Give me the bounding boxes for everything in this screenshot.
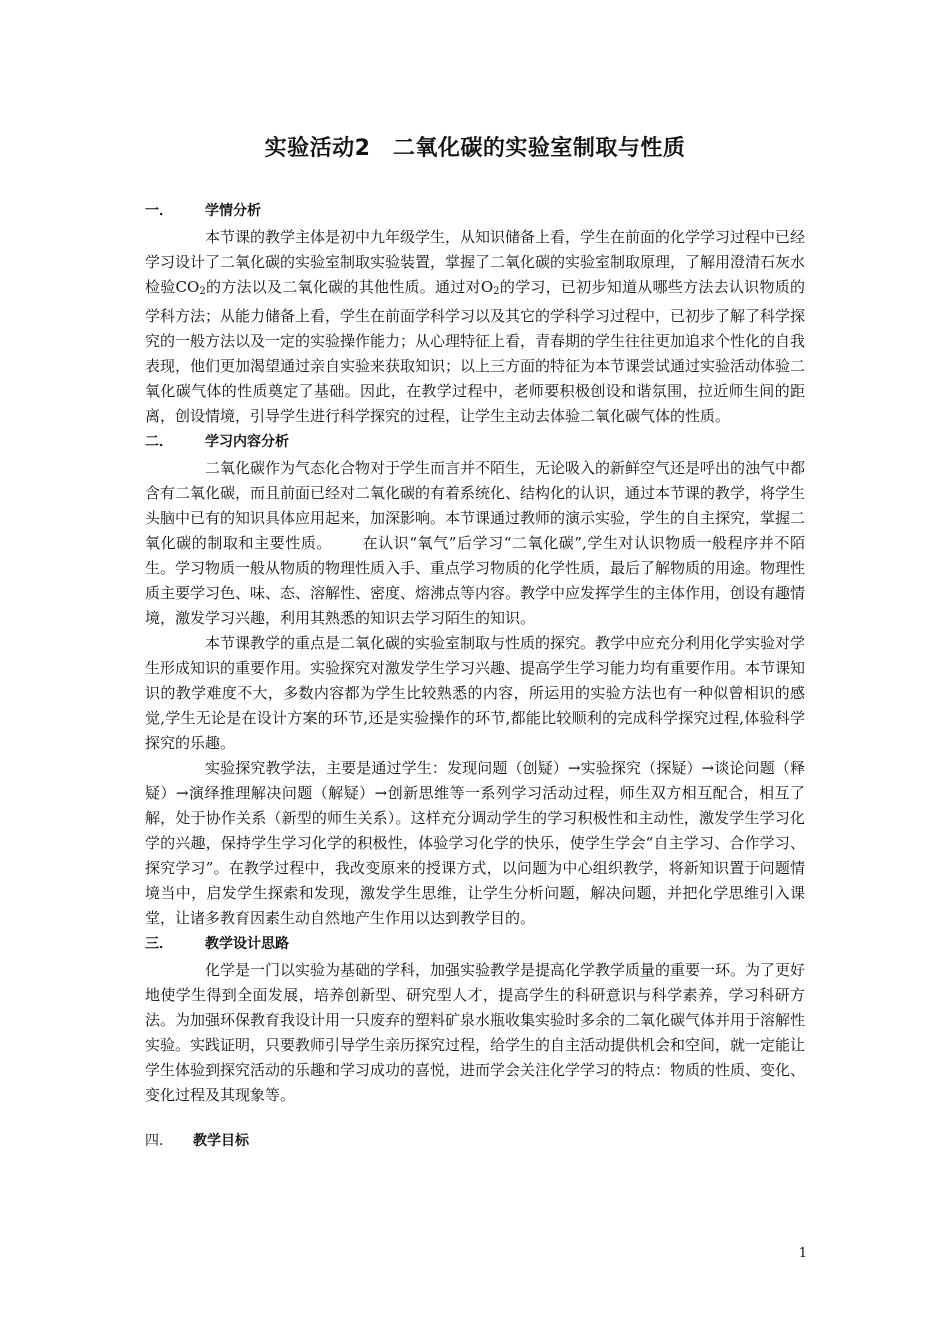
text-run: 本节课的教学主体是初中九年级学生，从知识储备上看，学生在前面的化学学习过程中已经学习设计了二氧化碳的实验室制取实验装置，掌握了二氧化碳的实验室制取原理，了解用澄清石灰水检验CO: [145, 228, 806, 296]
section-heading: [145, 931, 805, 958]
section-title: 学习内容分析: [205, 434, 289, 450]
text-run: 在认识“氧气”后学习“二氧化碳”,学生对认识物质一般程序并不陌生。学习物质一般从物质的物理性质入手、重点学习物质的化学性质，最后了解物质的用途。物理性质主要学习色、味、态、溶解性、密度、熔沸点等内容。教学中应发挥学生的主体作用，创设有趣情境，激发学习兴趣，利用其熟悉的知识去学习陌生的知识。: [145, 534, 806, 627]
section-title: 教学设计思路: [205, 936, 289, 952]
section-number: 四．: [145, 1133, 173, 1149]
text-run: 的学习，已初步知道从哪些方法去认识物质的学科方法；从能力储备上看，学生在前面学科学习以及其它的学科学习过程中，已初步了解了科学探究的一般方法以及一定的实验操作能力；从心理特征上看，青春期的学生往往更加追求个性化的自我表现，他们更加渴望通过亲自实验来获取知识；以上三方面的特征为本节课尝试通过实验活动体验二氧化碳气体的性质奠定了基础。因此，在教学过程中，老师要积极创设和谐氛围，拉近师生间的距离，创设情境，引导学生进行科学探究的过程，让学生主动去体验二氧化碳气体的性质。: [145, 278, 806, 425]
paragraph: [145, 756, 805, 931]
paragraph: [145, 631, 805, 756]
subscript: 2: [493, 286, 500, 297]
paragraph: [145, 225, 805, 429]
text-run: 本节课教学的重点是二氧化碳的实验室制取与性质的探究。教学中应充分利用化学实验对学生形成知识的重要作用。实验探究对激发学生学习兴趣、提高学生学习能力均有重要作用。本节课知识的教学难度不大，多数内容都为学生比较熟悉的内容，所运用的实验方法也有一种似曾相识的感觉,学生无论是在设计方案的环节,还是实验操作的环节,都能比较顺利的完成科学探究过程,体验科学探究的乐趣。: [145, 634, 806, 752]
paragraph: [145, 958, 805, 1108]
text-run: 二氧化碳作为气态化合物对于学生而言并不陌生，无论吸入的新鲜空气还是呼出的浊气中都含有二氧化碳，而且前面已经对二氧化碳的有着系统化、结构化的认识，通过本节课的教学，将学生头脑中已有的知识具体应用起来，加深影响。本节课通过教师的演示实验，学生的自主探究，掌握二氧化碳的制取和主要性质。: [145, 459, 806, 552]
document-body: [145, 198, 805, 1155]
section-number: 三．: [145, 936, 173, 952]
page-number: 1: [798, 1246, 807, 1261]
subscript: 2: [199, 286, 206, 297]
section-title: 教学目标: [193, 1133, 249, 1149]
text-run: 实验探究教学法，主要是通过学生：发现问题（创疑）→实验探究（探疑）→谈论问题（释疑）→演绎推理解决问题（解疑）→创新思维等一系列学习活动过程，师生双方相互配合，相互了解，处于协作关系（新型的师生关系）。这样充分调动学生的学习积极性和主动性，激发学生学习化学的兴趣，保持学生学习化学的积极性，体验学习化学的快乐，使学生学会“自主学习、合作学习、探究学习”。在教学过程中，我改变原来的授课方式，以问题为中心组织教学，将新知识置于问题情境当中，启发学生探索和发现，激发学生思维，让学生分析问题，解决问题，并把化学思维引入课堂，让诸多教育因素生动自然地产生作用以达到教学目的。: [145, 759, 805, 927]
section-number: 二．: [145, 434, 173, 450]
section-heading: [145, 429, 805, 456]
section-heading: [145, 198, 805, 225]
text-run: 化学是一门以实验为基础的学科，加强实验教学是提高化学教学质量的重要一环。为了更好地使学生得到全面发展，培养创新型、研究型人才，提高学生的科研意识与科学素养，学习科研方法。为加强环保教育我设计用一只废弃的塑料矿泉水瓶收集实验时多余的二氧化碳气体并用于溶解性实验。实践证明，只要教师引导学生亲历探究过程，给学生的自主活动提供机会和空间，就一定能让学生体验到探究活动的乐趣和学习成功的喜悦，进而学会关注化学学习的特点：物质的性质、变化、变化过程及其现象等。: [145, 961, 806, 1104]
section-title: 学情分析: [205, 203, 261, 219]
section-heading: [145, 1128, 805, 1155]
section-number: 一．: [145, 203, 173, 219]
text-run: 的方法以及二氧化碳的其他性质。通过对O: [205, 278, 494, 296]
paragraph: [145, 456, 805, 631]
document-title: 实验活动2 二氧化碳的实验室制取与性质: [264, 136, 686, 161]
